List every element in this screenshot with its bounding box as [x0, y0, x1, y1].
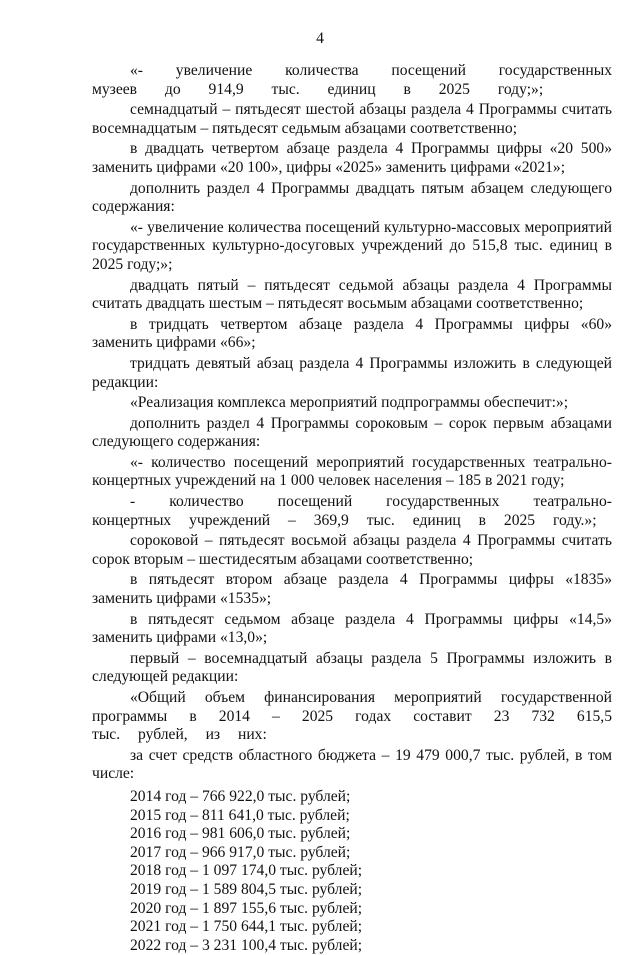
- yearly-funding-list: [92, 788, 612, 955]
- year-line: 2016 год – 981 606,0 тыс. рублей;: [130, 825, 351, 843]
- paragraph: семнадцатый – пятьдесят шестой абзацы раздела 4 Программы считать восемнадцатым – пятьдесят седьмым абзацами соответственно;: [92, 101, 612, 137]
- paragraph: двадцать пятый – пятьдесят седьмой абзацы раздела 4 Программы считать двадцать шестым – пятьдесят восьмым абзацами соответственно;: [92, 276, 612, 313]
- document-body: [92, 62, 612, 955]
- year-line: 2019 год – 1 589 804,5 тыс. рублей;: [130, 880, 363, 898]
- year-line: 2015 год – 811 641,0 тыс. рублей;: [130, 806, 350, 824]
- paragraph: первый – восемнадцатый абзацы раздела 5 Программы изложить в следующей редакции:: [92, 649, 612, 686]
- paragraph: дополнить раздел 4 Программы двадцать пятым абзацем следующего содержания:: [92, 179, 612, 216]
- year-line: 2018 год – 1 097 174,0 тыс. рублей;: [130, 862, 363, 880]
- year-line: 2020 год – 1 897 155,6 тыс. рублей;: [130, 899, 363, 917]
- paragraph: «- увеличение количества посещений культурно-массовых мероприятий государственных культурно-досуговых учреждений до 515,8 тыс. единиц в 2025 году;»;: [92, 218, 612, 273]
- paragraph: в тридцать четвертом абзаце раздела 4 Программы цифры «60» заменить цифрами «66»;: [92, 315, 612, 352]
- paragraph: за счет средств областного бюджета – 19 479 000,7 тыс. рублей, в том числе:: [92, 746, 612, 783]
- paragraph: в пятьдесят втором абзаце раздела 4 Программы цифры «1835» заменить цифрами «1535»;: [92, 571, 612, 608]
- paragraph: тридцать девятый абзац раздела 4 Программы изложить в следующей редакции:: [92, 354, 612, 391]
- paragraph: дополнить раздел 4 Программы сороковым – сорок первым абзацами следующего содержания:: [92, 414, 612, 451]
- paragraph: - количество посещений государственных театрально-концертных учреждений – 369,9 тыс. единиц в 2025 году.»;: [92, 493, 612, 529]
- page-number: 4: [316, 30, 324, 47]
- year-line: 2014 год – 766 922,0 тыс. рублей;: [130, 787, 351, 805]
- paragraph: «- количество посещений мероприятий государственных театрально-концертных учреждений на 1 000 человек населения – 185 в 2021 году;: [92, 453, 612, 490]
- paragraph: «Реализация комплекса мероприятий подпрограммы обеспечит:»;: [130, 394, 569, 412]
- paragraph: «- увеличение количества посещений государственных музеев до 914,9 тыс. единиц в 2025 году;»;: [92, 62, 612, 98]
- paragraph: в пятьдесят седьмом абзаце раздела 4 Программы цифры «14,5» заменить цифрами «13,0»;: [92, 610, 612, 647]
- paragraph: в двадцать четвертом абзаце раздела 4 Программы цифры «20 500» заменить цифрами «20 100», цифры «2025» заменить цифрами «2021»;: [92, 140, 612, 176]
- year-line: 2021 год – 1 750 644,1 тыс. рублей;: [130, 918, 363, 936]
- paragraph: сороковой – пятьдесят восьмой абзацы раздела 4 Программы считать сорок вторым – шестидесятым абзацами соответственно;: [92, 532, 612, 568]
- year-line: 2022 год – 3 231 100,4 тыс. рублей;: [130, 936, 363, 954]
- paragraph: «Общий объем финансирования мероприятий государственной программы в 2014 – 2025 годах составит 23 732 615,5 тыс. рублей, из них:: [92, 689, 612, 744]
- year-line: 2017 год – 966 917,0 тыс. рублей;: [130, 843, 351, 861]
